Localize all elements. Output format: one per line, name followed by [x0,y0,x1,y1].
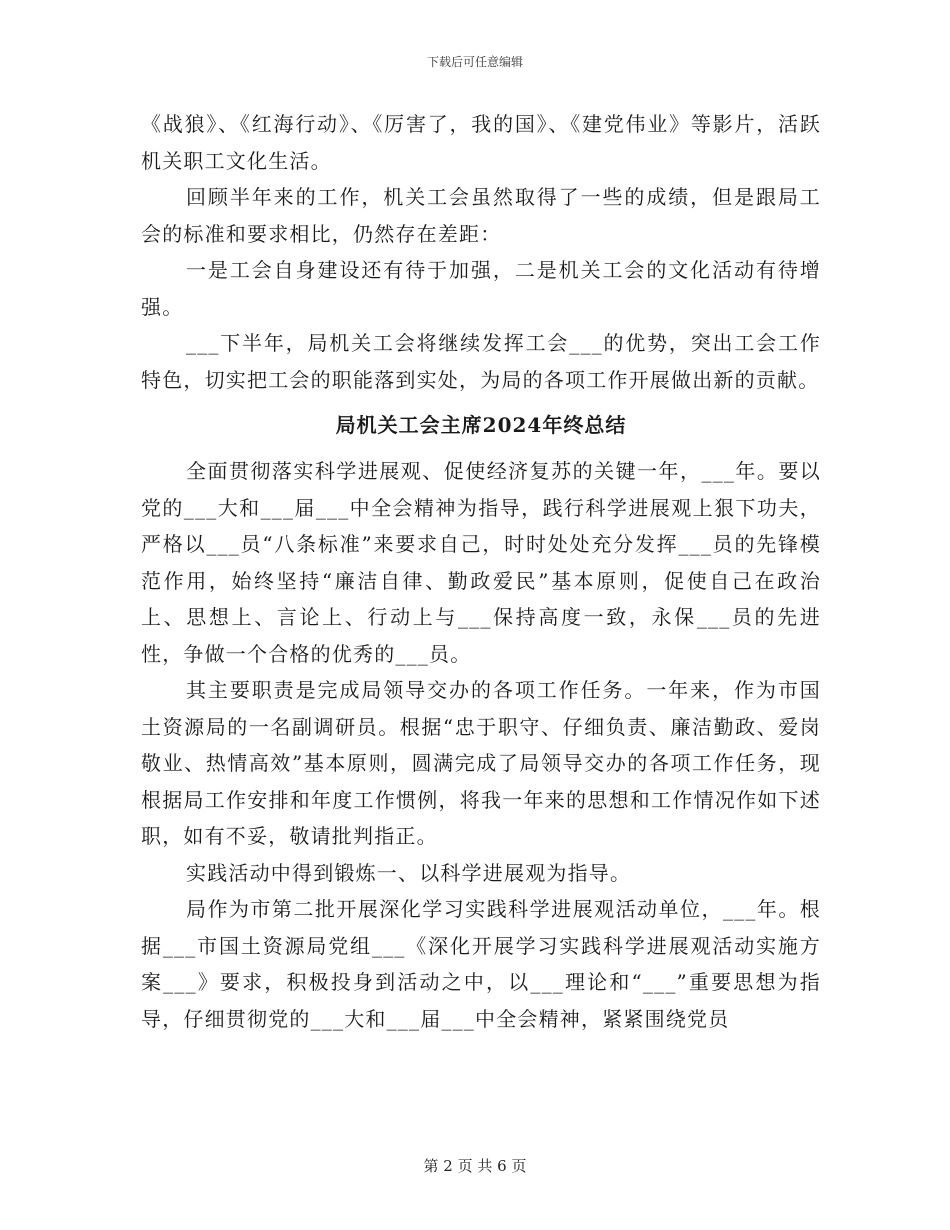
paragraph: 实践活动中得到锻炼一、以科学进展观为指导。 [186,860,632,885]
paragraph: 回顾半年来的工作，机关工会虽然取得了一些的成绩，但是跟局工会的标准和要求相比，仍然存在差距： [141,185,821,246]
paragraph: 局作为市第二批开展深化学习实践科学进展观活动单位，___年。根据___市国土资源局党组___《深化开展学习实践科学进展观活动实施方案___》要求，积极投身到活动之中，以___理论和“___”重要思想为指导，仔细贯彻党的___大和___届___中全会精神，紧紧围绕党员 [141,897,821,1031]
paragraph: 《战狼》、《红海行动》、《厉害了，我的国》、《建党伟业》等影片，活跃机关职工文化生活。 [141,112,821,173]
paragraph: 一是工会自身建设还有待于加强，二是机关工会的文化活动有待增强。 [141,258,821,319]
paragraph: 全面贯彻落实科学进展观、促使经济复苏的关键一年，___年。要以党的___大和___届___中全会精神为指导，践行科学进展观上狠下功夫，严格以___员“八条标准”来要求自己，时时处处充分发挥___员的先锋模范作用，始终坚持“廉洁自律、勤政爱民”基本原则，促使自己在政治上、思想上、言论上、行动上与___保持高度一致，永保___员的先进性，争做一个合格的优秀的___员。 [141,459,821,666]
paragraph: 其主要职责是完成局领导交办的各项工作任务。一年来，作为市国土资源局的一名副调研员。根据“忠于职守、仔细负责、廉洁勤政、爱岗敬业、热情高效”基本原则，圆满完成了局领导交办的各项工作任务，现根据局工作安排和年度工作惯例，将我一年来的思想和工作情况作如下述职，如有不妥，敬请批判指正。 [141,678,821,848]
page-header-note: 下载后可任意编辑 [426,55,523,69]
section-title: 局机关工会主席2024年终总结 [335,413,627,437]
paragraph: ___下半年，局机关工会将继续发挥工会___的优势，突出工会工作特色，切实把工会的职能落到实处，为局的各项工作开展做出新的贡献。 [141,331,821,392]
document-body [141,106,821,1037]
page-number: 第 2 页 共 6 页 [423,1157,527,1175]
